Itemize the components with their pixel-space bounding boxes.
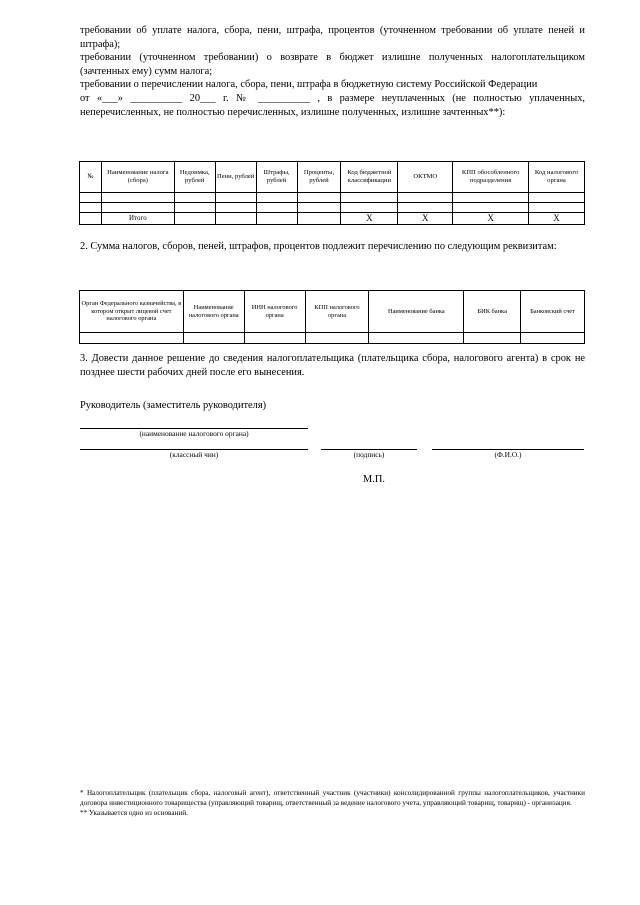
- x-mark: X: [529, 213, 585, 225]
- footnote-1: * Налогоплательщик (плательщик сбора, налоговый агент), ответственный участник (участники) консолидированной группы налогоплательщиков, участники договора инвестиционного товарищества (управляющий товарищ, ответственный за ведение налогового учета, управляющий товарищ, товарищ) - организация.: [80, 789, 585, 807]
- header-cell-treasury: Орган Федерального казначейства, в котором открыт лицевой счет налогового органа: [80, 291, 184, 333]
- intro-line-4: от «___» __________ 20___ г. № __________ , в размере неуплаченных (не полностью уплаченных, неперечисленных, не полностью перечисленных, излишне полученных, излишне зачтенных**):: [80, 92, 585, 118]
- header-cell-inn: ИНН налогового органа: [244, 291, 305, 333]
- fio-caption: (Ф.И.О.): [494, 450, 522, 459]
- header-cell-interest: Проценты, рублей: [297, 162, 341, 193]
- footnote-2: ** Указывается одно из оснований.: [80, 809, 188, 817]
- table-row: [80, 333, 585, 344]
- paragraph-2: 2. Сумма налогов, сборов, пеней, штрафов, процентов подлежит перечислению по следующим реквизитам:: [80, 241, 557, 252]
- stamp-place: М.П.: [363, 474, 385, 485]
- header-cell-tax-authority-code: Код налогового органа: [529, 162, 585, 193]
- header-cell-number: №: [80, 162, 102, 193]
- header-cell-fines: Штрафы, рублей: [256, 162, 297, 193]
- org-name-caption: (наименование налогового органа): [139, 429, 249, 438]
- x-mark: X: [453, 213, 529, 225]
- arrears-table: [79, 161, 585, 225]
- rank-caption: (классный чин): [169, 450, 219, 459]
- header-cell-account: Банковский счет: [521, 291, 585, 333]
- total-row: [80, 213, 585, 225]
- paragraph-3: 3. Довести данное решение до сведения налогоплательщика (плательщика сбора, налогового агента) в срок не позднее шести рабочих дней после его вынесения.: [80, 353, 585, 378]
- header-cell-tax-name: Наименование налога (сбора): [101, 162, 174, 193]
- x-mark: X: [341, 213, 398, 225]
- intro-line-1: требовании об уплате налога, сбора, пени, штрафа, процентов (уточненном требовании об уплате пеней и штрафа);: [80, 25, 585, 50]
- table-row: [80, 203, 585, 213]
- x-mark: X: [398, 213, 453, 225]
- header-cell-authority-name: Наименование налогового органа: [183, 291, 244, 333]
- footnotes: [80, 788, 585, 818]
- header-cell-kpp: КПП обособленного подразделения: [453, 162, 529, 193]
- payment-details-table: [79, 290, 585, 344]
- header-cell-oktmo: ОКТМО: [398, 162, 453, 193]
- intro-line-3: требовании о перечислении налога, сбора, пени, штрафа в бюджетную систему Российской Федерации: [80, 79, 538, 91]
- header-cell-penalties: Пени, рублей: [215, 162, 256, 193]
- header-cell-kpp: КПП налогового органа: [305, 291, 369, 333]
- signature-caption: (подпись): [353, 450, 385, 459]
- intro-text: [80, 24, 585, 119]
- header-cell-arrears: Недоимка, рублей: [174, 162, 215, 193]
- total-label: Итого: [101, 213, 174, 225]
- header-cell-bik: БИК банка: [464, 291, 521, 333]
- table-row: [80, 193, 585, 203]
- signatory-title: Руководитель (заместитель руководителя): [80, 400, 267, 411]
- intro-line-2: требовании (уточненном требовании) о возврате в бюджет излишне полученных налогоплательщиком (зачтенных ему) сумм налога;: [80, 52, 585, 77]
- header-cell-kbk: Код бюджетной классификации: [341, 162, 398, 193]
- table-header-row: [80, 162, 585, 193]
- header-cell-bank-name: Наименование банка: [369, 291, 464, 333]
- table-header-row: [80, 291, 585, 333]
